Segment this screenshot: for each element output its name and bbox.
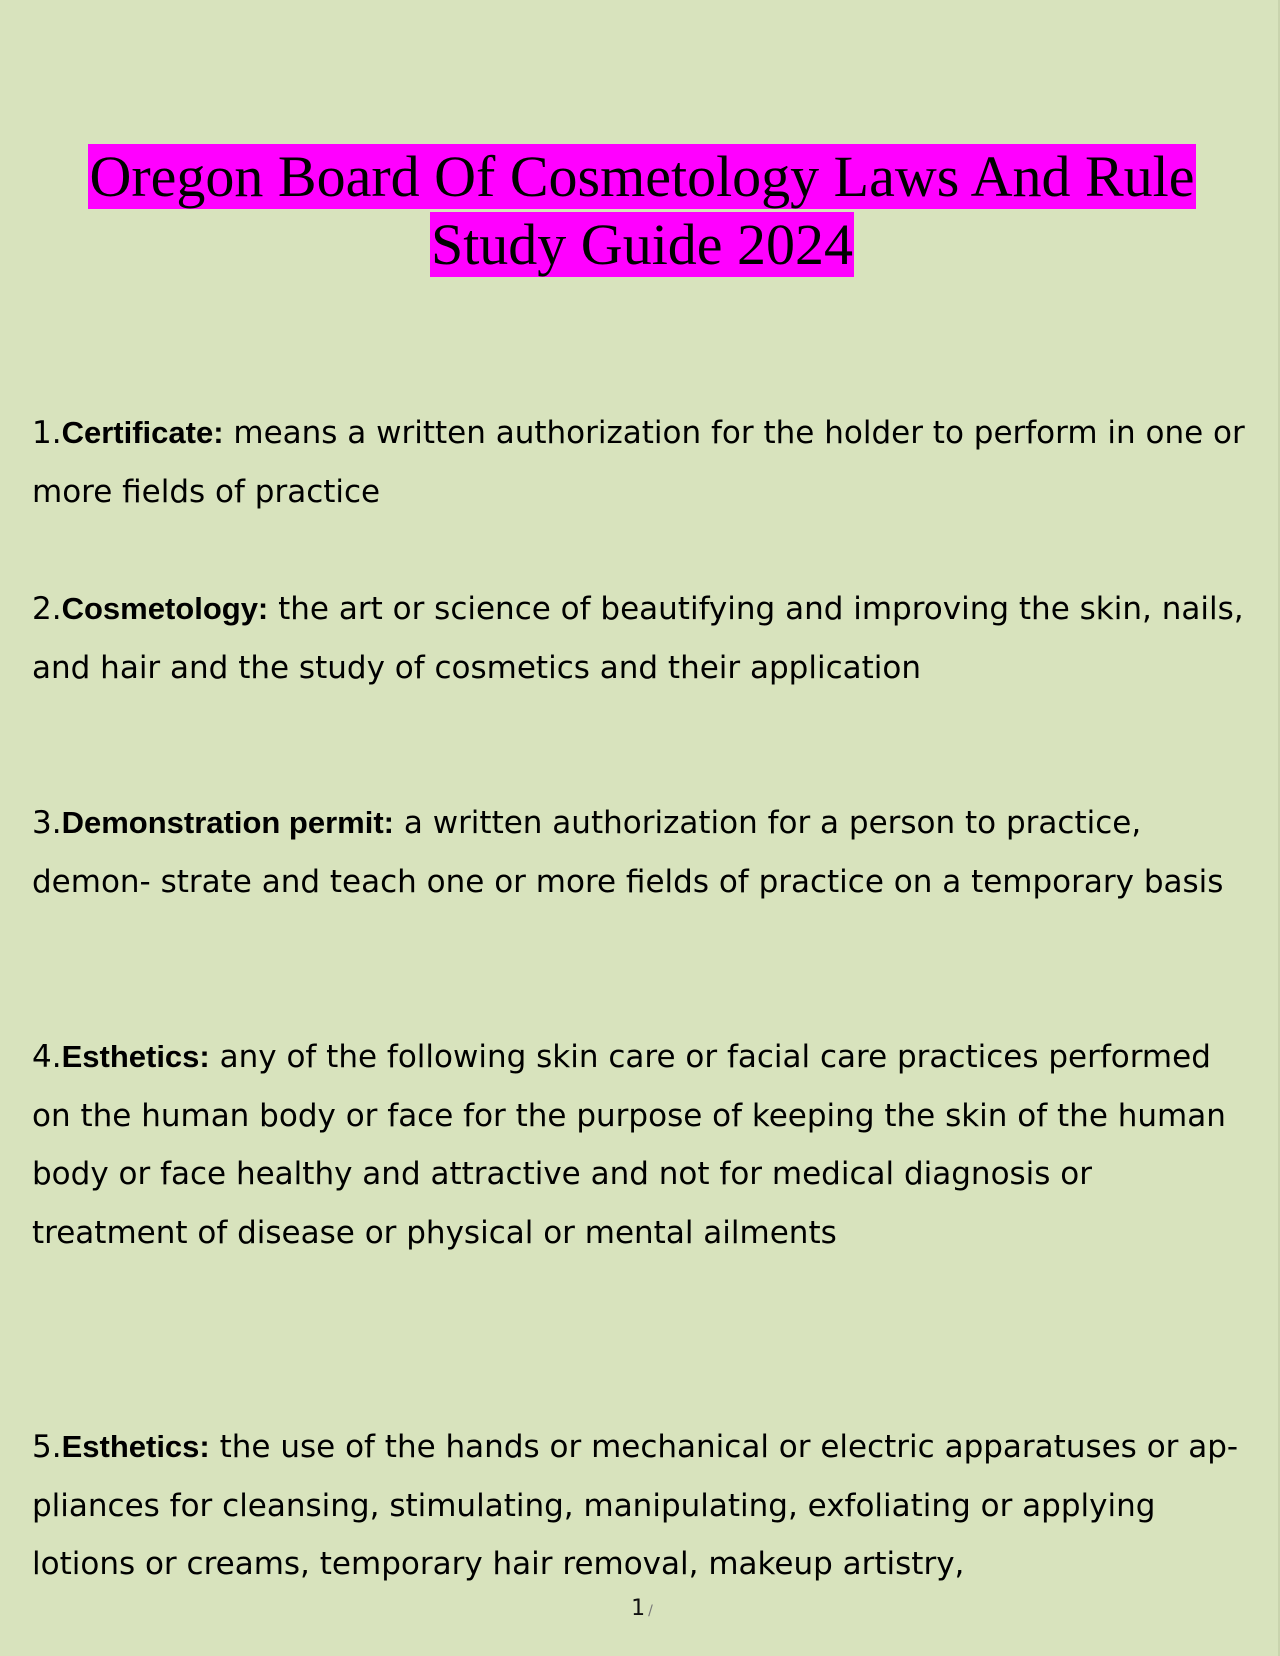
entry-definition: the use of the hands or mechanical or electric apparatuses or ap- pliances for cleansing, stimulating, manipulating, exfoliating or applying lotions or creams, temporary hair removal, makeup artistry, [32,1429,1239,1582]
entry-definition: a written authorization for a person to practice, demon- strate and teach one or more fields of practice on a temporary basis [32,805,1224,900]
entry-term: Esthetics: [61,1039,210,1074]
entry-term: Demonstration permit: [61,805,394,840]
entry-number: 1. [32,415,62,451]
document-title [0,143,1280,279]
entry-definition: any of the following skin care or facial care practices performed on the human body or face for the purpose of keeping the skin of the human body or face healthy and attractive and not for medical diagnosis or treatment of disease or physical or mental ailments [32,1039,1226,1251]
entry-number: 3. [32,805,62,841]
page-separator: / [648,1603,653,1619]
entry-term: Cosmetology: [61,591,269,626]
entry-definition: the art or science of beautifying and improving the skin, nails, and hair and the study of cosmetics and their application [32,591,1244,686]
entry-term: Esthetics: [61,1429,210,1464]
entry-number: 4. [32,1039,62,1075]
entry-number: 2. [32,591,62,627]
entry-term: Certificate: [61,415,224,450]
page-number [0,1596,1280,1621]
title-line-2: Study Guide 2024 [430,212,854,277]
title-line-1: Oregon Board Of Cosmetology Laws And Rule [89,144,1195,209]
definition-entry-3 [32,794,1252,911]
definition-entry-2 [32,580,1252,697]
definition-entry-1 [32,404,1252,521]
entry-number: 5. [32,1429,62,1465]
page-number-value: 1 [631,1596,646,1621]
definition-entry-5 [32,1418,1252,1594]
entry-definition: means a written authorization for the holder to perform in one or more fields of practice [32,415,1245,510]
definition-entry-4 [32,1028,1252,1262]
